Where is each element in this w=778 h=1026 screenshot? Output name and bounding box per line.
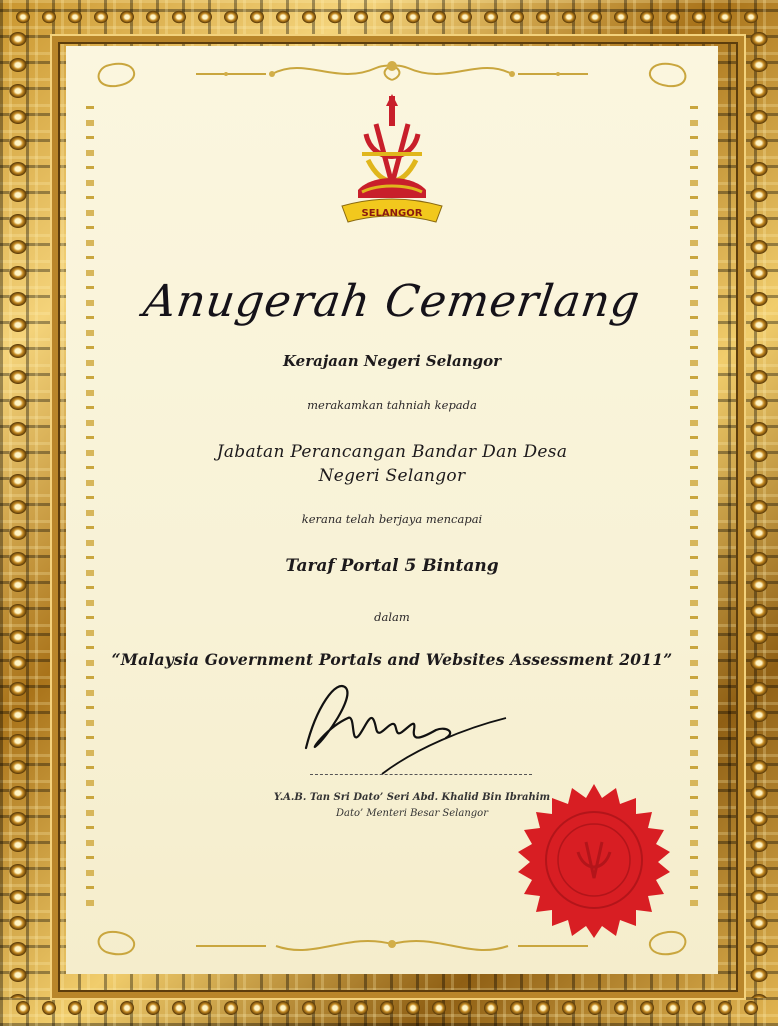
recipient-line-1: Jabatan Perancangan Bandar Dan Desa	[216, 442, 568, 462]
red-seal-icon	[516, 782, 672, 938]
frame-beads-right	[744, 26, 774, 998]
certificate-title: Anugerah Cemerlang	[140, 276, 644, 327]
emblem-text: SELANGOR	[361, 208, 423, 219]
certificate-paper	[66, 46, 718, 974]
gold-border-right	[690, 106, 698, 906]
issuer-text: Kerajaan Negeri Selangor	[282, 352, 502, 370]
signer-name: Y.A.B. Tan Sri Dato’ Seri Abd. Khalid Bin Ibrahim	[273, 792, 551, 803]
congratulate-text: merakamkan tahniah kepada	[307, 398, 477, 412]
signature-icon	[286, 668, 516, 788]
recipient-line-2: Negeri Selangor	[318, 466, 466, 486]
frame-beads-top	[10, 6, 768, 28]
event-text: “Malaysia Government Portals and Websites Assessment 2011”	[111, 650, 673, 669]
signature-line	[310, 774, 532, 775]
gold-border-left	[86, 106, 94, 906]
signer-title: Dato’ Menteri Besar Selangor	[336, 808, 488, 819]
in-text: dalam	[374, 610, 410, 624]
selangor-emblem-icon	[332, 94, 452, 238]
achieved-text: kerana telah berjaya mencapai	[301, 512, 483, 526]
frame-beads-bottom	[10, 996, 768, 1020]
frame-beads-left	[4, 26, 32, 998]
achievement-text: Taraf Portal 5 Bintang	[285, 556, 499, 576]
top-flourish-icon	[76, 52, 708, 92]
